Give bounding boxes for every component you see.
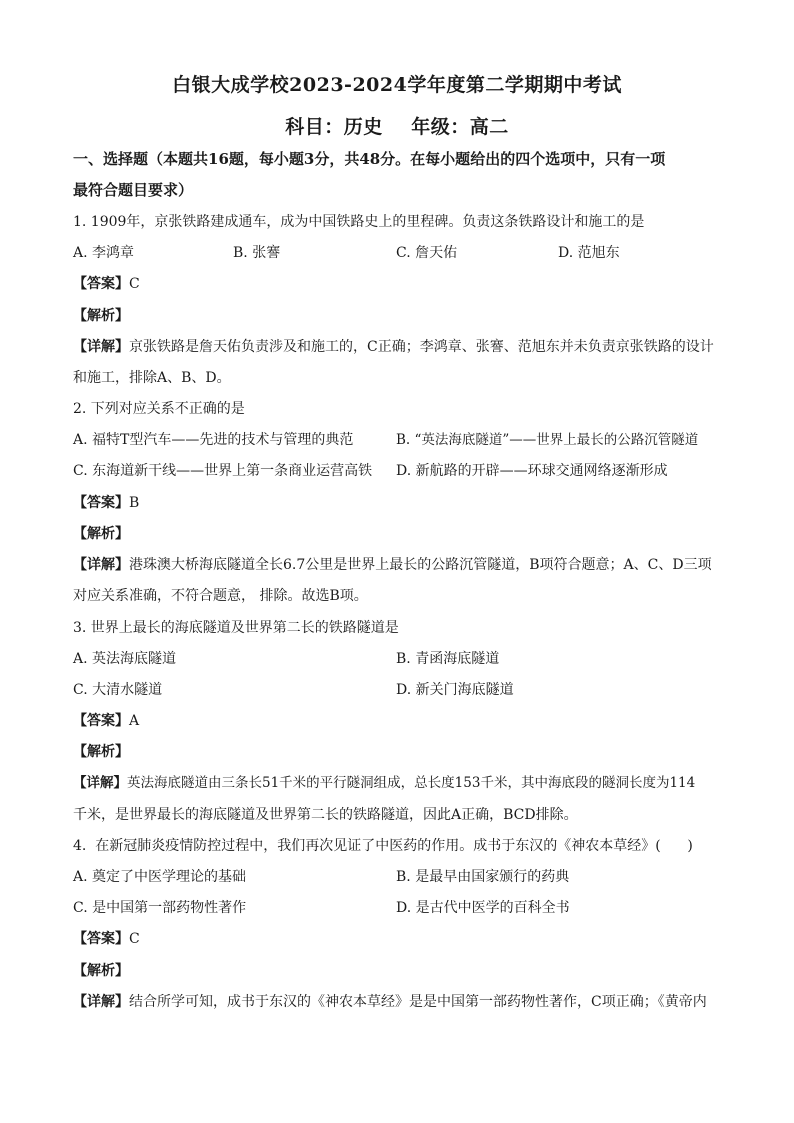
answer-value: B bbox=[129, 495, 140, 511]
question-4-option-d: D. 是古代中医学的百科全书 bbox=[396, 900, 570, 916]
detail-label: 【详解】 bbox=[73, 994, 129, 1010]
answer-label: 【答案】 bbox=[73, 495, 129, 511]
question-1-detail-line2: 和施工，排除A、B、D。 bbox=[73, 370, 231, 386]
detail-label: 【详解】 bbox=[73, 339, 129, 355]
question-3-detail-line1 bbox=[73, 773, 734, 793]
question-2-option-b: B. “英法海底隧道”——世界上最长的公路沉管隧道 bbox=[396, 432, 699, 448]
question-4-stem: 4. 在新冠肺炎疫情防控过程中，我们再次见证了中医药的作用。成书于东汉的《神农本草经》( ) bbox=[73, 838, 693, 854]
question-3-detail-line2: 千米，是世界最长的海底隧道及世界第二长的铁路隧道，因此A正确，BCD排除。 bbox=[73, 807, 578, 823]
question-2-option-d: D. 新航路的开辟——环球交通网络逐渐形成 bbox=[396, 463, 668, 479]
question-2-option-c: C. 东海道新干线——世界上第一条商业运营高铁 bbox=[73, 463, 373, 479]
question-2-option-a: A. 福特T型汽车——先进的技术与管理的典范 bbox=[73, 432, 354, 448]
question-1-answer bbox=[73, 274, 734, 294]
question-1-option-b: B. 张謇 bbox=[233, 245, 281, 261]
detail-label: 【详解】 bbox=[73, 775, 127, 791]
answer-label: 【答案】 bbox=[73, 713, 129, 729]
question-4-detail-line1 bbox=[73, 992, 734, 1012]
question-2-analysis-label: 【解析】 bbox=[73, 526, 129, 542]
detail-text: 英法海底隧道由三条长51千米的平行隧洞组成，总长度153千米，其中海底段的隧洞长度为114 bbox=[127, 775, 696, 791]
exam-subtitle: 科目：历史 年级：高二 bbox=[285, 116, 509, 138]
section-heading-line1: 一、选择题（本题共16题，每小题3分，共48分。在每小题给出的四个选项中，只有一项 bbox=[73, 150, 666, 168]
answer-label: 【答案】 bbox=[73, 276, 129, 292]
question-3-option-b: B. 青函海底隧道 bbox=[396, 651, 500, 667]
question-4-analysis-label: 【解析】 bbox=[73, 963, 129, 979]
question-2-stem: 2. 下列对应关系不正确的是 bbox=[73, 401, 245, 417]
question-3-option-a: A. 英法海底隧道 bbox=[73, 651, 177, 667]
question-3-option-d: D. 新关门海底隧道 bbox=[396, 682, 514, 698]
detail-text: 结合所学可知，成书于东汉的《神农本草经》是是中国第一部药物性著作，C项正确；《黄帝内 bbox=[129, 994, 707, 1010]
question-4-option-b: B. 是最早由国家颁行的药典 bbox=[396, 869, 570, 885]
question-3-analysis-label: 【解析】 bbox=[73, 744, 129, 760]
answer-value: A bbox=[129, 713, 140, 729]
question-1-option-d: D. 范旭东 bbox=[558, 245, 620, 261]
question-1-detail-line1 bbox=[73, 337, 734, 357]
question-4-option-c: C. 是中国第一部药物性著作 bbox=[73, 900, 247, 916]
detail-label: 【详解】 bbox=[73, 557, 129, 573]
answer-value: C bbox=[129, 276, 140, 292]
question-1-analysis-label: 【解析】 bbox=[73, 308, 129, 324]
answer-label: 【答案】 bbox=[73, 931, 129, 947]
question-2-detail-line1 bbox=[73, 555, 734, 575]
question-4-answer bbox=[73, 929, 734, 949]
question-3-stem: 3. 世界上最长的海底隧道及世界第二长的铁路隧道是 bbox=[73, 620, 399, 636]
question-2-answer bbox=[73, 493, 734, 513]
question-4-option-a: A. 奠定了中医学理论的基础 bbox=[73, 869, 247, 885]
question-1-option-c: C. 詹天佑 bbox=[396, 245, 458, 261]
question-1-stem: 1. 1909年，京张铁路建成通车，成为中国铁路史上的里程碑。负责这条铁路设计和施工的是 bbox=[73, 214, 645, 230]
question-3-answer bbox=[73, 711, 734, 731]
exam-title: 白银大成学校2023-2024学年度第二学期期中考试 bbox=[172, 74, 622, 96]
detail-text: 京张铁路是詹天佑负责涉及和施工的，C正确；李鸿章、张謇、范旭东并未负责京张铁路的设计 bbox=[129, 339, 714, 355]
question-3-option-c: C. 大清水隧道 bbox=[73, 682, 163, 698]
detail-text: 港珠澳大桥海底隧道全长6.7公里是世界上最长的公路沉管隧道，B项符合题意；A、C、D三项 bbox=[129, 557, 712, 573]
answer-value: C bbox=[129, 931, 140, 947]
question-2-detail-line2: 对应关系准确，不符合题意， 排除。故选B项。 bbox=[73, 588, 368, 604]
question-1-option-a: A. 李鸿章 bbox=[73, 245, 135, 261]
section-heading-line2: 最符合题目要求） bbox=[73, 181, 194, 199]
